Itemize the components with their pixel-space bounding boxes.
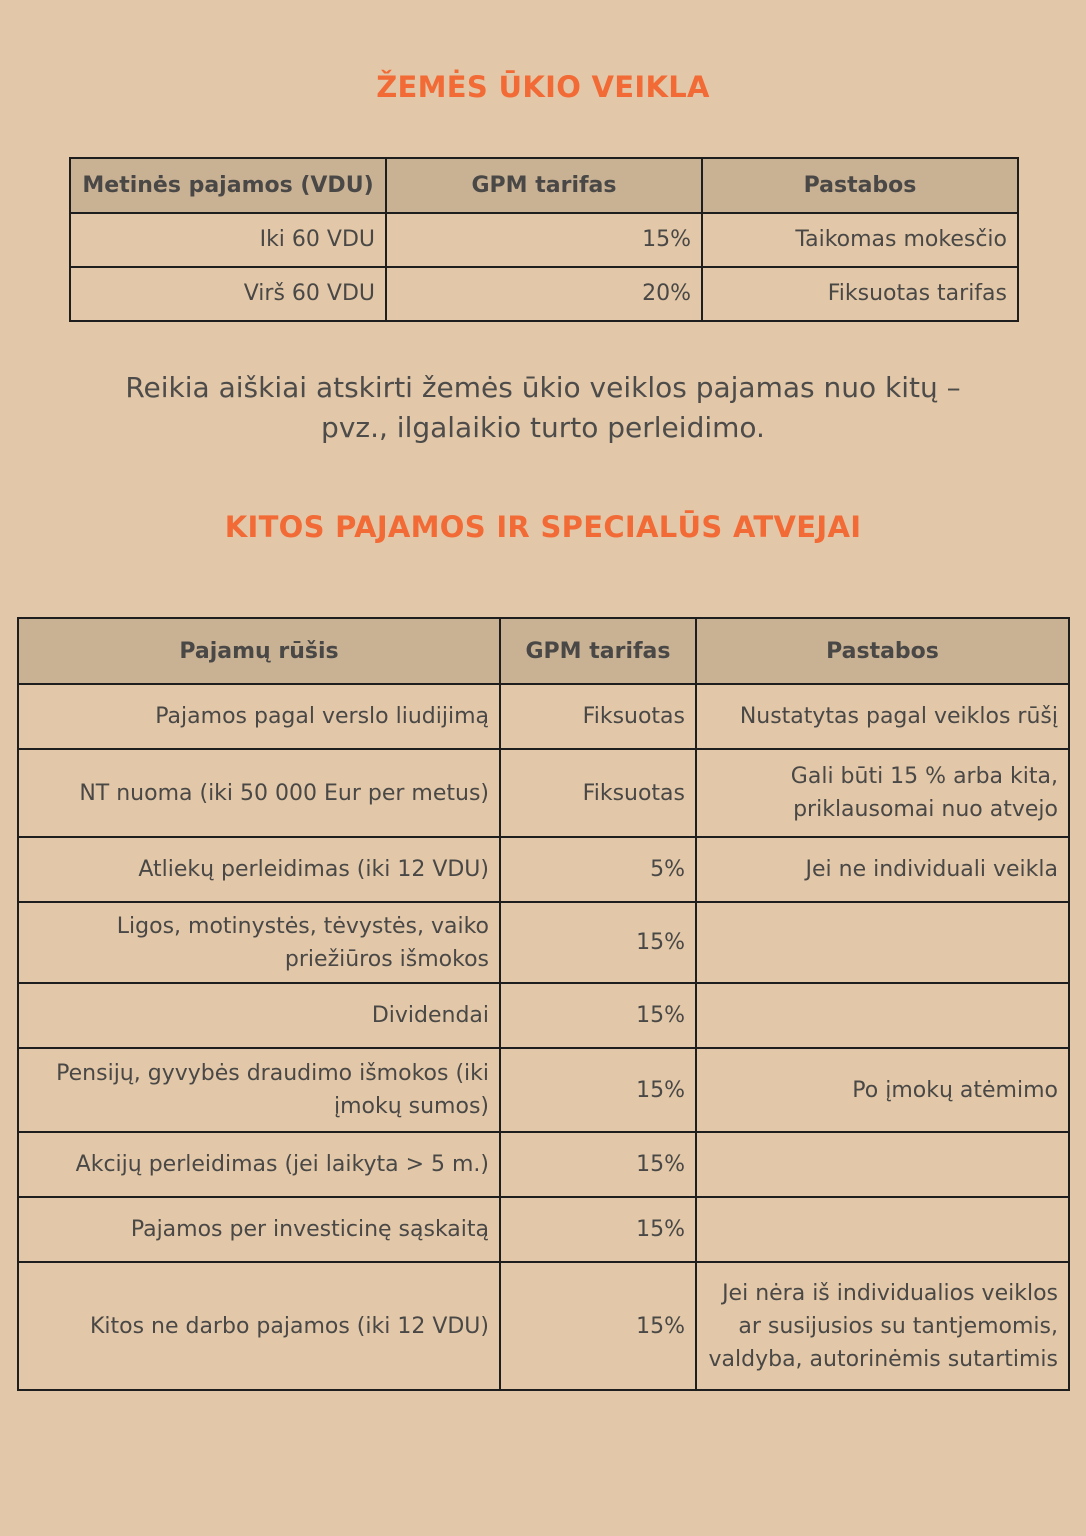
rate-cell: 15% <box>500 1262 696 1390</box>
rate-cell: 5% <box>500 837 696 902</box>
note-cell <box>696 902 1069 983</box>
note-line: pvz., ilgalaikio turto perleidimo. <box>321 411 765 444</box>
note-cell: Taikomas mokesčio <box>702 213 1018 267</box>
table-row <box>18 837 1069 902</box>
note-cell: Fiksuotas tarifas <box>702 267 1018 321</box>
income-type-cell: Ligos, motinystės, tėvystės, vaiko priežiūros išmokos <box>18 902 500 983</box>
table-row <box>70 213 1018 267</box>
rate-cell: 15% <box>500 1048 696 1132</box>
income-type-cell: Pajamos per investicinę sąskaitą <box>18 1197 500 1262</box>
income-type-cell: Atliekų perleidimas (iki 12 VDU) <box>18 837 500 902</box>
other-income-tax-table <box>17 617 1070 1391</box>
income-type-cell: NT nuoma (iki 50 000 Eur per metus) <box>18 749 500 837</box>
table-row <box>70 267 1018 321</box>
income-type-cell: Dividendai <box>18 983 500 1048</box>
section-title-agriculture: ŽEMĖS ŪKIO VEIKLA <box>376 70 710 104</box>
rate-cell: 15% <box>500 1132 696 1197</box>
table-row <box>18 902 1069 983</box>
table-row <box>18 1048 1069 1132</box>
section-title-other-income: KITOS PAJAMOS IR SPECIALŪS ATVEJAI <box>224 510 862 544</box>
note-line: Reikia aiškiai atskirti žemės ūkio veiklos pajamas nuo kitų – <box>125 371 961 404</box>
header-notes: Pastabos <box>702 158 1018 213</box>
income-type-cell: Pajamos pagal verslo liudijimą <box>18 684 500 749</box>
income-type-cell: Pensijų, gyvybės draudimo išmokos (iki įmokų sumos) <box>18 1048 500 1132</box>
rate-cell: 15% <box>500 1197 696 1262</box>
rate-cell: Fiksuotas <box>500 749 696 837</box>
header-gpm-rate: GPM tarifas <box>500 618 696 684</box>
table-header-row <box>18 618 1069 684</box>
table-row <box>18 1262 1069 1390</box>
rate-cell: 20% <box>386 267 702 321</box>
agriculture-note <box>0 368 1086 448</box>
income-cell: Virš 60 VDU <box>70 267 386 321</box>
rate-cell: 15% <box>386 213 702 267</box>
rate-cell: Fiksuotas <box>500 684 696 749</box>
header-annual-income: Metinės pajamos (VDU) <box>70 158 386 213</box>
income-type-cell: Kitos ne darbo pajamos (iki 12 VDU) <box>18 1262 500 1390</box>
table-header-row <box>70 158 1018 213</box>
header-gpm-rate: GPM tarifas <box>386 158 702 213</box>
rate-cell: 15% <box>500 983 696 1048</box>
table-row <box>18 983 1069 1048</box>
header-notes: Pastabos <box>696 618 1069 684</box>
note-cell <box>696 983 1069 1048</box>
note-cell <box>696 1197 1069 1262</box>
note-cell: Jei ne individuali veikla <box>696 837 1069 902</box>
income-type-cell: Akcijų perleidimas (jei laikyta > 5 m.) <box>18 1132 500 1197</box>
header-income-type: Pajamų rūšis <box>18 618 500 684</box>
table-row <box>18 749 1069 837</box>
note-cell: Jei nėra iš individualios veiklos ar susijusios su tantjemomis, valdyba, autorinėmis sutartimis <box>696 1262 1069 1390</box>
rate-cell: 15% <box>500 902 696 983</box>
agriculture-tax-table <box>69 157 1019 322</box>
table-row <box>18 1132 1069 1197</box>
table-row <box>18 1197 1069 1262</box>
table-row <box>18 684 1069 749</box>
note-cell: Nustatytas pagal veiklos rūšį <box>696 684 1069 749</box>
income-cell: Iki 60 VDU <box>70 213 386 267</box>
note-cell: Po įmokų atėmimo <box>696 1048 1069 1132</box>
note-cell: Gali būti 15 % arba kita, priklausomai nuo atvejo <box>696 749 1069 837</box>
note-cell <box>696 1132 1069 1197</box>
